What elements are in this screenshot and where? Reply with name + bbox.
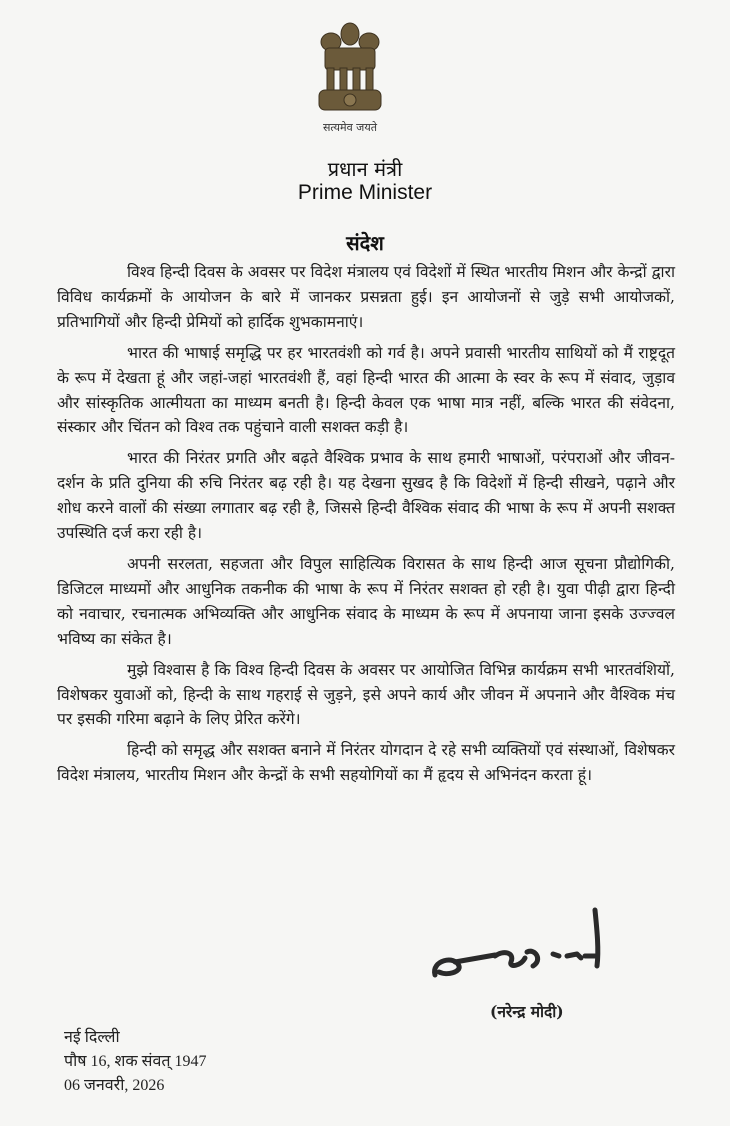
place: नई दिल्ली: [64, 1029, 120, 1046]
emblem-motto: सत्यमेव जयते: [322, 121, 377, 134]
paragraph: विश्व हिन्दी दिवस के अवसर पर विदेश मंत्रालय एवं विदेशों में स्थित भारतीय मिशन और केन्द्रों द्वारा विविध कार्यक्रमों के आयोजन के बारे में जानकर प्रसन्नता हुई। इन आयोजनों से जुड़े सभी आयोजकों, प्रतिभागियों और हिन्दी प्रेमियों को हार्दिक शुभकामनाएं।: [57, 263, 675, 331]
paragraph: भारत की निरंतर प्रगति और बढ़ते वैश्विक प्रभाव के साथ हमारी भाषाओं, परंपराओं और जीवन-दर्शन के प्रति दुनिया की रुचि निरंतर बढ़ रही है। यह देखना सुखद है कि विदेशों में हिन्दी सीखने, पढ़ाने और शोध करने वालों की संख्या लगातार बढ़ रही है, जिससे हिन्दी वैश्विक संवाद की भाषा के रूप में अपनी सशक्त उपस्थिति दर्ज करा रही है।: [57, 449, 675, 543]
date-saka: पौष 16, शक संवत् 1947: [64, 1053, 207, 1070]
place-and-date: [64, 1026, 206, 1098]
national-emblem-icon: [313, 18, 387, 118]
office-title-english: Prime Minister: [297, 181, 433, 204]
date-gregorian: 06 जनवरी, 2026: [64, 1077, 165, 1094]
message-heading: संदेश: [346, 231, 384, 255]
handwritten-signature: [425, 900, 615, 1000]
paragraph: मुझे विश्वास है कि विश्व हिन्दी दिवस के अवसर पर आयोजित विभिन्न कार्यक्रम सभी भारतवंशियों, विशेषकर युवाओं को, हिन्दी के साथ गहराई से जुड़ने, इसे अपने कार्य और जीवन में अपनाने और वैश्विक मंच पर इसकी गरिमा बढ़ाने के लिए प्रेरित करेंगे।: [57, 660, 675, 729]
signatory-name: (नरेन्द्र मोदी): [490, 1002, 564, 1021]
paragraph: हिन्दी को समृद्ध और सशक्त बनाने में निरंतर योगदान दे रहे सभी व्यक्तियों एवं संस्थाओं, विशेषकर विदेश मंत्रालय, भारतीय मिशन और केन्द्रों के सभी सहयोगियों का मैं हृदय से अभिनंदन करता हूं।: [57, 741, 675, 785]
paragraph: अपनी सरलता, सहजता और विपुल साहित्यिक विरासत के साथ हिन्दी आज सूचना प्रौद्योगिकी, डिजिटल माध्यमों और आधुनिक तकनीक की भाषा के रूप में निरंतर सशक्त हो रही है। युवा पीढ़ी द्वारा हिन्दी को नवाचार, रचनात्मक अभिव्यक्ति और आधुनिक संवाद के माध्यम के रूप में अपनाया जाना इसके उज्ज्वल भविष्य का संकेत है।: [57, 554, 675, 648]
office-title-hindi: प्रधान मंत्री: [327, 157, 403, 181]
paragraph: भारत की भाषाई समृद्धि पर हर भारतवंशी को गर्व है। अपने प्रवासी भारतीय साथियों को मैं राष्ट्रदूत के रूप में देखता हूं और जहां-जहां भारतवंशी हैं, वहां हिन्दी भारत की आत्मा के स्वर के रूप में संवाद, जुड़ाव और सांस्कृतिक आत्मीयता का माध्यम बनती है। हिन्दी केवल एक भाषा मात्र नहीं, बल्कि भारत की संवेदना, संस्कार और चिंतन को विश्व तक पहुंचाने वाली सशक्त कड़ी है।: [57, 343, 675, 437]
message-body: [57, 260, 675, 794]
